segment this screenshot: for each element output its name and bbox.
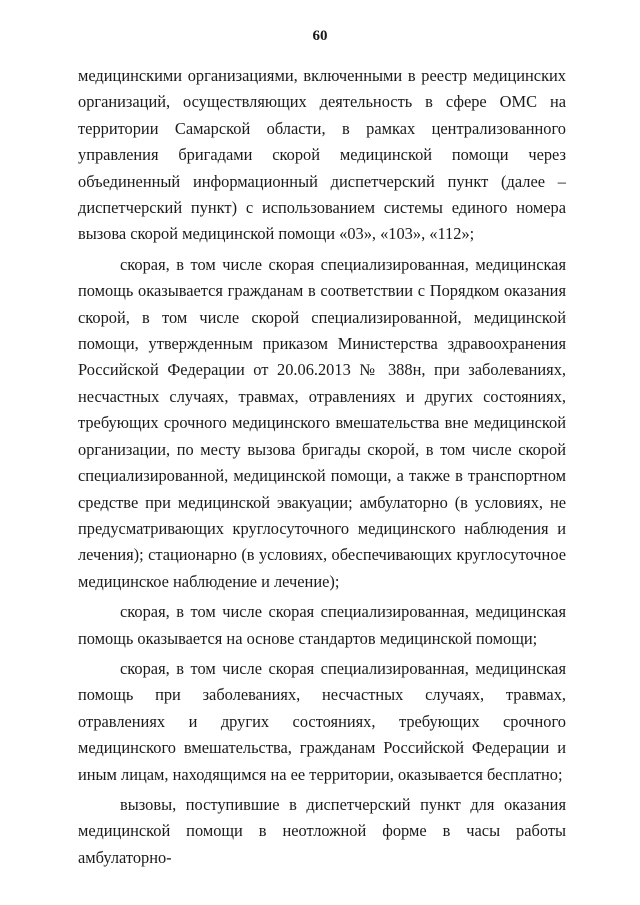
paragraph-calls-dispatch: вызовы, поступившие в диспетчерский пункт для оказания медицинской помощи в неотложной форме в часы работы амбулаторно- (78, 794, 566, 867)
paragraph-emergency-care-provision: скорая, в том числе скорая специализированная, медицинская помощь оказывается гражданам в соответствии с Порядком оказания скорой, в том числе скорой специализированной, медицинской помощи, утвержденным приказом Министерства здравоохранения Российской Федерации от 20.06.2013 № 388н, при заболеваниях, несчастных случаях, травмах, отравлениях и других состояниях, требующих срочного медицинского вмешательства вне медицинской организации, по месту вызова бригады скорой, в том числе скорой специализированной, медицинской помощи, а также в транспортном средстве при медицинской эвакуации; амбулаторно (в условиях, не предусматривающих круглосуточного медицинского наблюдения и лечения); стационарно (в условиях, обеспечивающих круглосуточное медицинское наблюдение и лечение); (78, 254, 566, 591)
document-body (78, 63, 566, 875)
paragraph-continuation: медицинскими организациями, включенными в реестр медицинских организаций, осуществляющих деятельность в сфере ОМС на территории Самарской области, в рамках централизованного управления бригадами скорой медицинской помощи через объединенный информационный диспетчерский пункт (далее – диспетчерский пункт) с использованием системы единого номера вызова скорой медицинской помощи «03», «103», «112»; (78, 66, 566, 244)
page-number: 60 (312, 28, 328, 44)
paragraph-free-of-charge: скорая, в том числе скорая специализированная, медицинская помощь при заболеваниях, несчастных случаях, травмах, отравлениях и других состояниях, требующих срочного медицинского вмешательства, гражданам Российской Федерации и иным лицам, находящимся на ее территории, оказывается бесплатно; (78, 658, 566, 784)
paragraph-care-standards: скорая, в том числе скорая специализированная, медицинская помощь оказывается на основе стандартов медицинской помощи; (78, 602, 566, 648)
